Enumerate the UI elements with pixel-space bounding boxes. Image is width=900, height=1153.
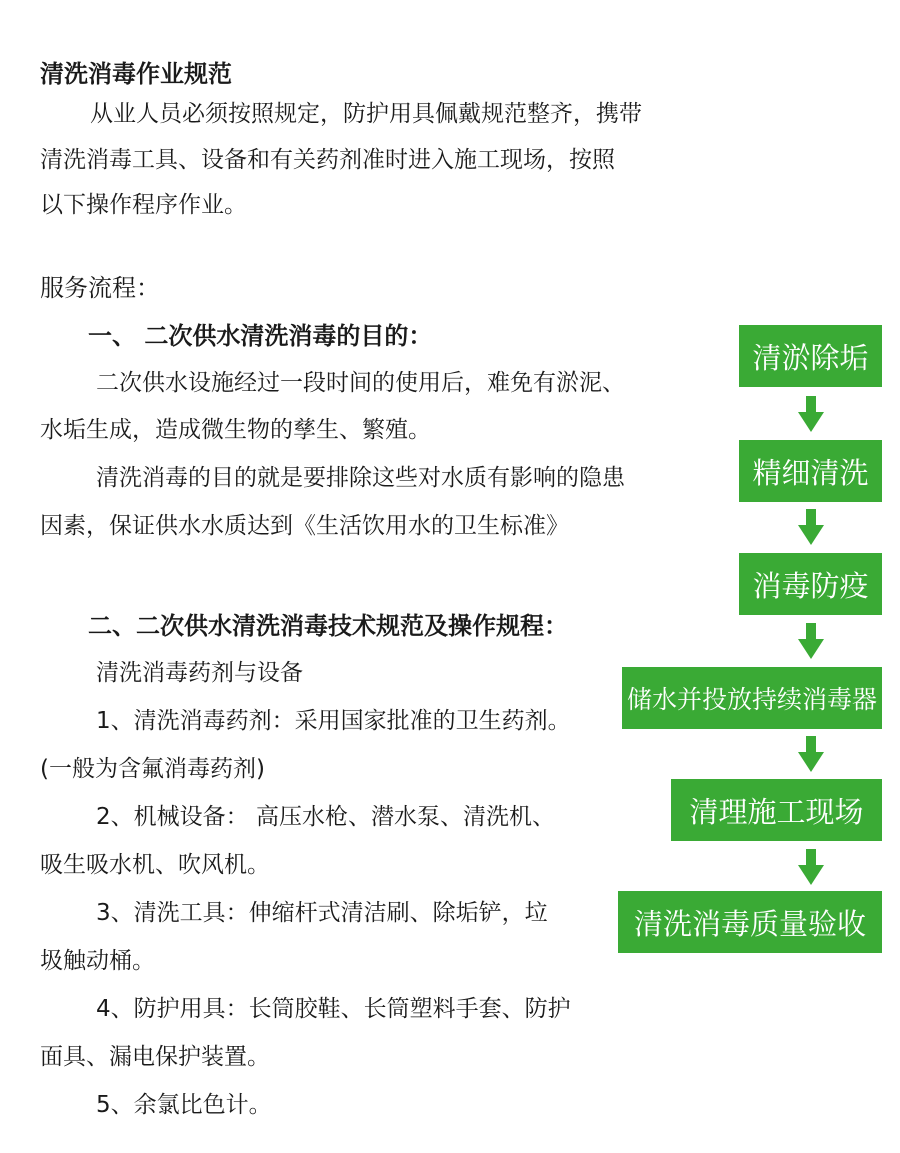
down-arrow-icon [800,509,822,545]
section1-line: 因素，保证供水水质达到《生活饮用水的卫生标准》 [40,513,569,539]
intro-line: 以下操作程序作业。 [40,192,247,218]
down-arrow-icon [800,849,822,885]
section2-line: 圾触动桶。 [40,948,155,974]
flow-step-fine-clean: 精细清洗 [739,440,882,502]
down-arrow-icon [800,396,822,432]
section2-line: 4、防护用具：长筒胶鞋、长筒塑料手套、防护 [96,996,571,1022]
intro-line: 从业人员必须按照规定，防护用具佩戴规范整齐，携带 [90,101,642,127]
section2-line: (一般为含氟消毒药剂) [40,756,265,782]
flow-step-disinfect: 消毒防疫 [739,553,882,615]
service-heading: 服务流程： [40,274,160,302]
section1-line: 水垢生成，造成微生物的孳生、繁殖。 [40,417,431,443]
section2-line: 5、余氯比色计。 [96,1092,272,1118]
section2-line: 吸生吸水机、吹风机。 [40,852,270,878]
flow-step-clean-site: 清理施工现场 [671,779,882,841]
section2-line: 3、清洗工具：伸缩杆式清洁刷、除垢铲，垃 [96,900,548,926]
section2-heading: 二、二次供水清洗消毒技术规范及操作规程： [88,612,568,640]
intro-line: 清洗消毒工具、设备和有关药剂准时进入施工现场，按照 [40,147,615,173]
down-arrow-icon [800,736,822,772]
section1-line: 二次供水设施经过一段时间的使用后，难免有淤泥、 [96,370,625,396]
section2-line: 清洗消毒药剂与设备 [96,660,303,686]
down-arrow-icon [800,623,822,659]
flow-step-store-water: 储水并投放持续消毒器 [622,667,882,729]
doc-title: 清洗消毒作业规范 [40,60,232,88]
section2-line: 面具、漏电保护装置。 [40,1044,270,1070]
section2-line: 1、清洗消毒药剂：采用国家批准的卫生药剂。 [96,708,571,734]
section2-line: 2、机械设备： 高压水枪、潜水泵、清洗机、 [96,804,555,830]
section1-heading: 一、 二次供水清洗消毒的目的： [88,322,433,350]
flow-step-acceptance: 清洗消毒质量验收 [618,891,882,953]
section1-line: 清洗消毒的目的就是要排除这些对水质有影响的隐患 [96,465,625,491]
flow-step-dredge: 清淤除垢 [739,325,882,387]
